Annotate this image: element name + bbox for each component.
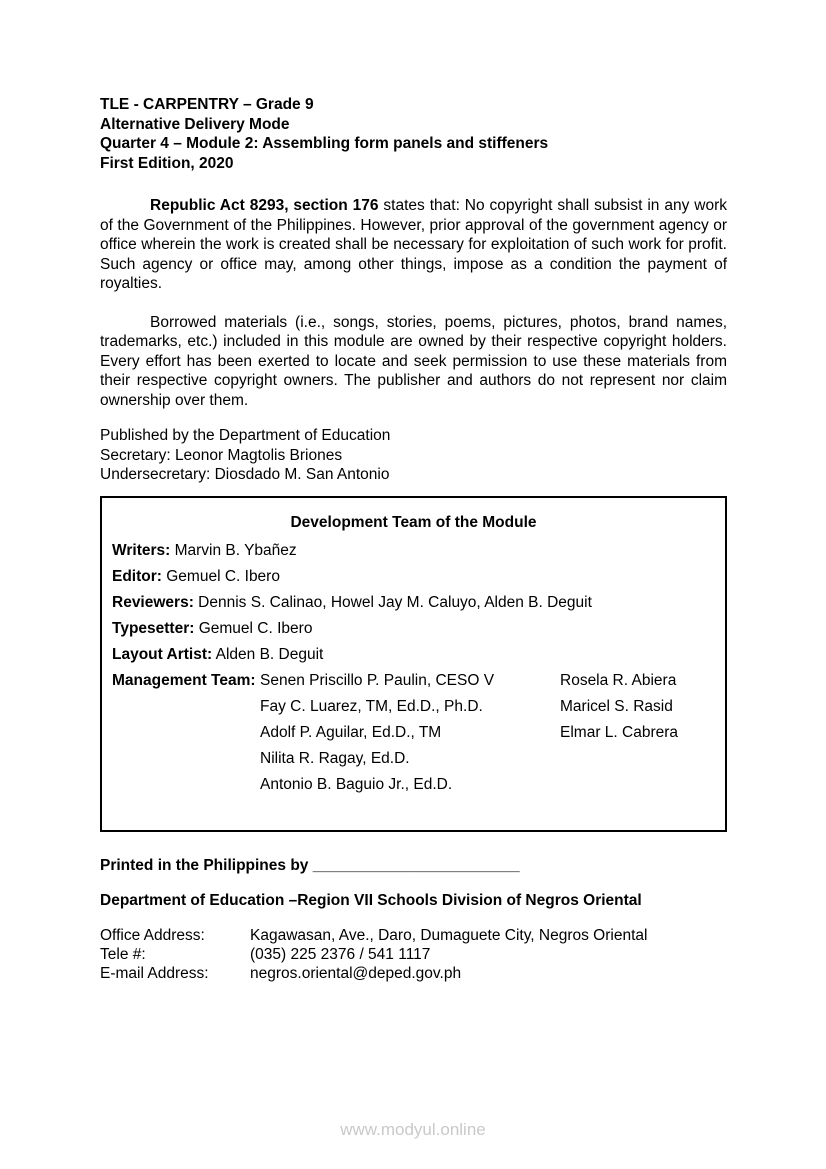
module-header <box>100 95 727 173</box>
module-title-line: TLE - CARPENTRY – Grade 9 <box>100 96 314 113</box>
office-address-value: Kagawasan, Ave., Daro, Dumaguete City, Negros Oriental <box>250 926 648 944</box>
reviewers-row <box>112 590 715 616</box>
management-label-spacer <box>112 720 260 746</box>
printed-in-label: Printed in the Philippines by <box>100 856 313 874</box>
publisher-block <box>100 426 727 485</box>
typesetter-row <box>112 616 715 642</box>
email-label: E-mail Address: <box>100 965 209 983</box>
management-member-left: Senen Priscillo P. Paulin, CESO V <box>260 671 495 689</box>
copyright-paragraph <box>100 196 727 294</box>
printed-in-blank: ________________________ <box>312 856 520 874</box>
development-team-title: Development Team of the Module <box>290 513 537 531</box>
delivery-mode-line: Alternative Delivery Mode <box>100 115 290 133</box>
editor-label: Editor: <box>112 567 162 585</box>
management-member-right: Elmar L. Cabrera <box>560 723 679 741</box>
quarter-module-line: Quarter 4 – Module 2: Assembling form panels and stiffeners <box>100 135 549 152</box>
management-member-left: Nilita R. Ragay, Ed.D. <box>260 749 410 767</box>
layout-artist-label: Layout Artist: <box>112 645 213 663</box>
management-label-spacer <box>112 746 260 772</box>
management-member-right <box>560 772 715 798</box>
management-label-spacer <box>112 694 260 720</box>
layout-artist-value: Alden B. Deguit <box>215 645 324 663</box>
writers-row <box>112 538 715 564</box>
typesetter-label: Typesetter: <box>112 619 195 637</box>
telephone-label: Tele #: <box>100 945 146 963</box>
management-team-row <box>112 694 715 720</box>
republic-act-lead: Republic Act 8293, section 176 <box>150 197 379 214</box>
republic-act-body: states that: No copyright shall subsist in any work of the Government of the Philippines. However, prior approval of the government agency or office wherein the work is created shall be necessary for exploitation of such work for profit. Such agency or office may, among other things, impose as a condition the payment of royalties. <box>100 197 727 292</box>
published-by-line: Published by the Department of Education <box>100 427 391 444</box>
contact-block <box>100 926 727 984</box>
writers-value: Marvin B. Ybañez <box>174 541 297 559</box>
telephone-row <box>100 945 727 964</box>
management-member-left: Antonio B. Baguio Jr., Ed.D. <box>260 775 453 793</box>
editor-value: Gemuel C. Ibero <box>166 567 280 585</box>
undersecretary-line: Undersecretary: Diosdado M. San Antonio <box>100 466 390 483</box>
division-line: Department of Education –Region VII Schools Division of Negros Oriental <box>100 892 642 909</box>
office-address-label: Office Address: <box>100 926 205 944</box>
telephone-value: (035) 225 2376 / 541 1117 <box>250 945 431 963</box>
editor-row <box>112 564 715 590</box>
email-value: negros.oriental@deped.gov.ph <box>250 965 462 983</box>
layout-artist-row <box>112 642 715 668</box>
printed-in-line <box>100 856 727 876</box>
management-label-spacer <box>112 772 260 798</box>
management-member-right: Rosela R. Abiera <box>560 671 677 689</box>
management-team-label: Management Team: <box>112 671 256 689</box>
site-watermark: www.modyul.online <box>340 1120 486 1139</box>
management-team-row <box>112 668 715 694</box>
management-member-right <box>560 746 715 772</box>
email-row <box>100 964 727 983</box>
page-content <box>100 0 727 983</box>
management-member-right: Maricel S. Rasid <box>560 697 673 715</box>
reviewers-value: Dennis S. Calinao, Howel Jay M. Caluyo, Alden B. Deguit <box>198 593 592 611</box>
edition-line: First Edition, 2020 <box>100 154 234 172</box>
management-team-row <box>112 746 715 772</box>
borrowed-materials-paragraph: Borrowed materials (i.e., songs, stories, poems, pictures, photos, brand names, trademarks, etc.) included in this module are owned by their respective copyright holders. Every effort has been exerted to locate and seek permission to use these materials from their respective copyright owners. The publisher and authors do not represent nor claim ownership over them. <box>100 313 727 409</box>
management-member-left: Adolf P. Aguilar, Ed.D., TM <box>260 723 442 741</box>
management-team-row <box>112 772 715 798</box>
development-team-box <box>100 496 727 832</box>
secretary-line: Secretary: Leonor Magtolis Briones <box>100 446 343 464</box>
typesetter-value: Gemuel C. Ibero <box>198 619 313 637</box>
writers-label: Writers: <box>112 541 171 559</box>
management-member-left: Fay C. Luarez, TM, Ed.D., Ph.D. <box>260 697 483 715</box>
management-team-row <box>112 720 715 746</box>
reviewers-label: Reviewers: <box>112 593 194 611</box>
office-address-row <box>100 926 727 945</box>
